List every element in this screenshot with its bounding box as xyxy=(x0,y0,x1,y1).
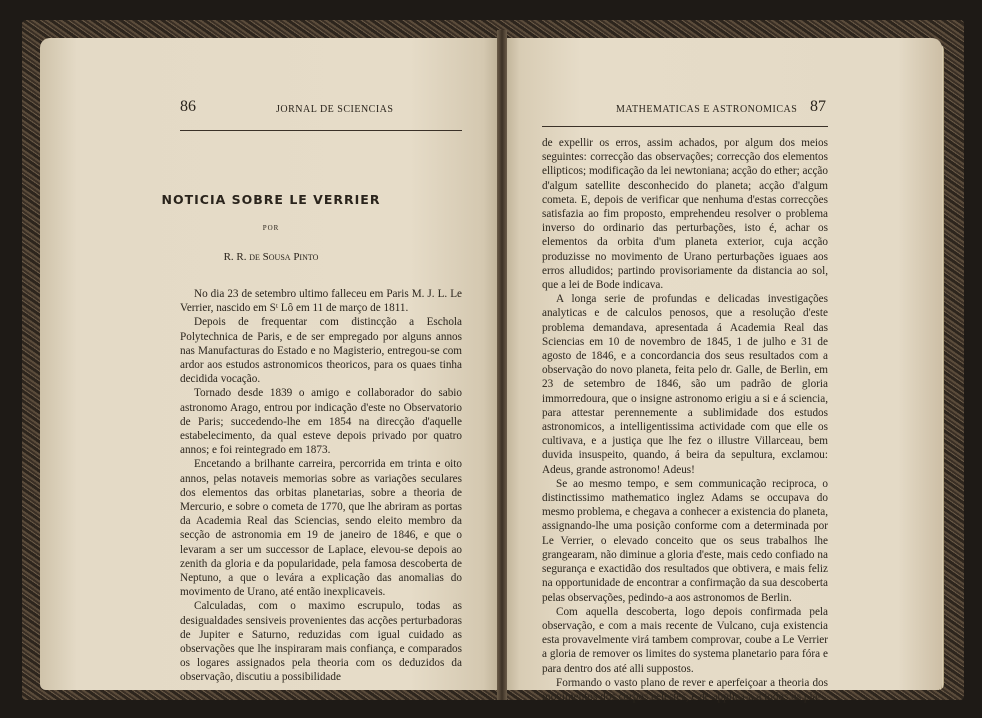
running-head-left: JORNAL DE SCIENCIAS xyxy=(276,104,394,115)
paragraph: A longa serie de profundas e delicadas investigações analyticas e de calculos penosos, que a resolução d'este problema demandava, apresentada á Academia Real das Sciencias em 10 de novembro de 1845, 1 de julho e 31 de agosto de 1846, e a concordancia dos seus resultados com a observação do novo planeta, feita pelo dr. Galle, de Berlin, em 23 de setembro de 1846, são um padrão de gloria immorredoura, que o insigne astronomo erigiu a si e á sciencia, para attestar perennemente a sublimidade dos estudos astronomicos, a intelligentissima actividade com que elle os cultivava, e a justiça que lhe fez o illustre Villarceau, bem duvida insuspeito, quando, á beira da sepultura, exclamou: Adeus, grande astronomo! Adeus! xyxy=(542,293,828,476)
article-title: NOTICIA SOBRE LE VERRIER xyxy=(161,192,381,207)
paragraph: Se ao mesmo tempo, e sem communicação reciproca, o distinctissimo mathematico inglez Adams se occupava do mesmo problema, e chegava a conhecer a existencia do planeta, assignando-lhe uma posição conforme com a determinada por Le Verrier, o elevado conceito que os seus trabalhos lhe grangearam, não diminue a gloria d'este, mais cedo confiado na segurança e exactidão dos resultados que obtivera, e mais feliz na opportunidade de encontrar a confirmação da sua descoberta pelas observações, pedindo-a aos astronomos de Berlin. xyxy=(542,477,828,604)
paragraph: Calculadas, com o maximo escrupulo, todas as desigualdades sensiveis provenientes das acções perturbadoras de Jupiter e Saturno, reduzidas com igual cuidado as observações que lhe inspiraram mais confiança, e comparados os logares assignados pela theoria com os deduzidos da observação, discutiu a possibilidade xyxy=(180,600,462,684)
book-gutter xyxy=(497,30,507,700)
author-name: R. R. de Sousa Pinto xyxy=(223,251,319,263)
paragraph: Depois de frequentar com distincção a Eschola Polytechnica de Paris, e de ser empregado por alguns annos nas Manufacturas do Estado e no Magisterio, entregou-se com ardor aos estudos astronomicos theoricos, para os quaes tinha decidida vocação. xyxy=(180,316,462,386)
left-body-text xyxy=(180,287,462,685)
right-body-text xyxy=(542,136,828,704)
running-head-right: MATHEMATICAS E ASTRONOMICAS xyxy=(616,104,798,115)
header-rule-right xyxy=(542,126,828,127)
paragraph: de expellir os erros, assim achados, por algum dos meios seguintes: correcção das observações; correcção dos elementos ellipticos; modificação da lei newtoniana; acção do ether; acção d'algum satellite desconhecido do planeta; acção d'algum cometa. E, depois de verificar que nenhuma d'estas correcções satisfazia ao fim proposto, emprehendeu resolver o problema inverso do ordinario das perturbações, isto é, achar os elementos da orbita d'um planeta exterior, cuja acção produzisse no movimento de Urano perturbações iguaes aos erros alludidos; partindo provisoriamente da distancia ao sol, que a lei de Bode indicava. xyxy=(542,137,828,292)
paragraph: No dia 23 de setembro ultimo falleceu em Paris M. J. L. Le Verrier, nascido em Sᵗ Lô em 11 de março de 1811. xyxy=(180,288,462,315)
paragraph: Formando o vasto plano de rever e aperfeiçoar a theoria dos movimentos dos corpos celestes, e de applica-a a todos os pla- xyxy=(542,676,828,703)
paragraph: Com aquella descoberta, logo depois confirmada pela observação, e com a mais recente de Vulcano, cuja existencia esta provavelmente virá tambem comprovar, coube a Le Verrier a gloria de remover os limites do systema planetario para fóra e para dentro dos até alli suppostos. xyxy=(542,605,828,675)
page-number-left: 86 xyxy=(180,98,196,115)
byline: POR xyxy=(262,224,280,232)
paragraph: Encetando a brilhante carreira, percorrida em trinta e oito annos, pelas notaveis memorias sobre as variações seculares dos elementos das orbitas planetarias, sobre a theoria de Mercurio, e sobre o cometa de 1770, que lhe abriram as portas da Academia Real das Sciencias, sendo eleito membro da secção de astronomia em 19 de janeiro de 1846, e que o levaram a ser um successor de Laplace, elevou-se depois ao zenith da gloria e da popularidade, pela famosa descoberta de Neptuno, a que o levára a explicação das anomalias do movimento de Urano, até então inexplicaveis. xyxy=(180,458,462,599)
header-rule-left xyxy=(180,130,462,131)
paragraph: Tornado desde 1839 o amigo e collaborador do sabio astronomo Arago, entrou por indicação d'este no Observatorio de Paris; succedendo-lhe em 1854 na direcção d'aquelle estabelecimento, da qual esteve depois privado por quatro annos; e foi reintegrado em 1873. xyxy=(180,387,462,457)
left-page xyxy=(40,38,502,690)
page-number-right: 87 xyxy=(810,98,826,115)
right-page xyxy=(502,38,942,703)
